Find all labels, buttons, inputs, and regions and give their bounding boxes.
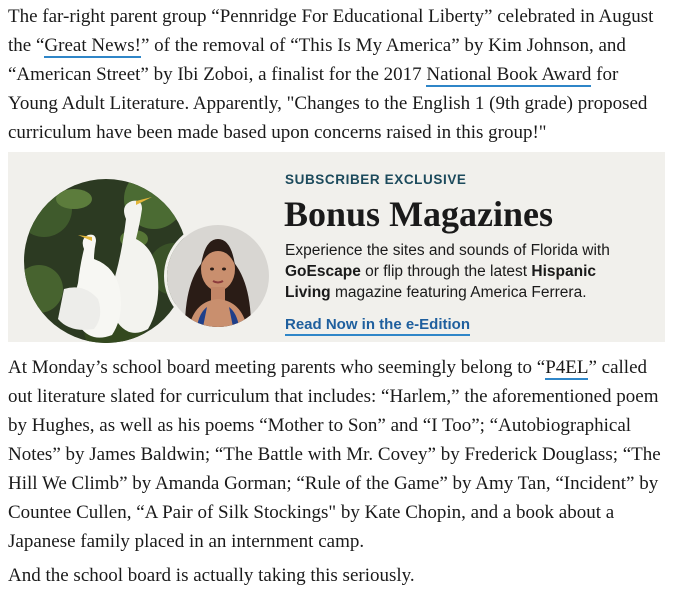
promo-desc-text-1: Experience the sites and sounds of Florida with bbox=[285, 242, 610, 259]
promo-title: Bonus Magazines bbox=[284, 194, 554, 234]
p2-text-2: ” called out literature slated for curriculum that includes: “Harlem,” the aforementioned poem by Hughes, as well as his poems “Mother to Son” and “I Too”; “Autobiographical Notes” by James Baldwin; “The Battle with Mr. Covey” by Frederick Douglass; “The Hill We Climb” by Amanda Gorman; “Rule of the Game” by Amy Tan, “Incident” by Countee Cullen, “A Pair of Silk Stockings" by Kate Chopin, and a book about a Japanese family placed in an internment camp. bbox=[8, 357, 661, 552]
america-ferrera-portrait[interactable] bbox=[164, 222, 272, 330]
p1-text-2: ” of the removal of “This Is My America” by Kim Johnson, and “American Street” by Ibi Zoboi, a finalist for the 2017 bbox=[8, 35, 626, 85]
subscriber-promo bbox=[8, 152, 665, 342]
goescape-label: GoEscape bbox=[285, 263, 361, 280]
p1-text-1: The far-right parent group “Pennridge For Educational Liberty” celebrated in August the “ bbox=[8, 6, 654, 56]
great-news-link[interactable]: Great News! bbox=[44, 35, 141, 56]
article-paragraph-3: And the school board is actually taking this seriously. bbox=[8, 565, 415, 586]
p4el-link[interactable]: P4EL bbox=[545, 357, 589, 378]
read-now-e-edition-link[interactable]: Read Now in the e-Edition bbox=[285, 316, 470, 336]
promo-description bbox=[285, 240, 645, 303]
p2-text-1: At Monday’s school board meeting parents who seemingly belong to “ bbox=[8, 357, 546, 378]
promo-desc-text-2: or flip through the latest bbox=[360, 263, 532, 280]
promo-desc-text-3: magazine featuring America Ferrera. bbox=[330, 284, 587, 301]
p1-text-3: for Young Adult Literature. Apparently, "Changes to the English 1 (9th grade) proposed curriculum have been made based upon concerns raised in this group!" bbox=[8, 64, 648, 143]
article-paragraph-1 bbox=[8, 2, 668, 147]
national-book-award-link[interactable]: National Book Award bbox=[426, 64, 592, 85]
article-paragraph-2 bbox=[8, 353, 668, 556]
hispanic-living-label: Hispanic Living bbox=[285, 263, 597, 301]
egrets-image[interactable] bbox=[24, 179, 188, 343]
subscriber-exclusive-label: SUBSCRIBER EXCLUSIVE bbox=[285, 172, 467, 187]
